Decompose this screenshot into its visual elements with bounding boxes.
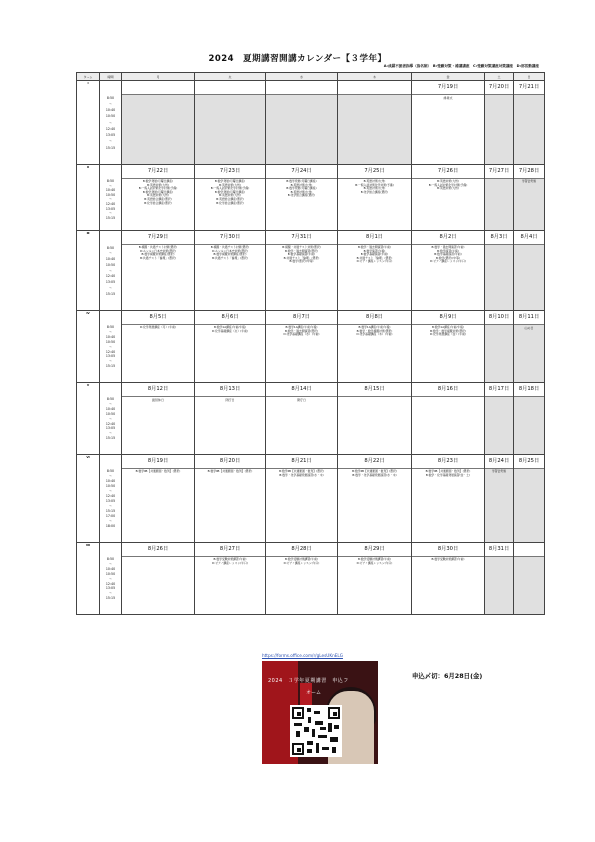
day-date: 8月9日 (412, 311, 484, 325)
day-date: 8月6日 (195, 311, 265, 325)
course-entry: B:数学受験対策講習(午前) (213, 557, 247, 561)
course-entry: B:数学受験対策講習(午前) (431, 557, 465, 561)
time-slot: 8:50 (106, 95, 115, 100)
day-date: 7月24日 (266, 165, 337, 179)
time-slot: 12:40 (105, 581, 116, 586)
calendar-table (76, 72, 545, 615)
day-date: 7月22日 (122, 165, 194, 179)
course-entry: B:一般入試対策化学対策(予備) (210, 186, 250, 191)
day-date: 7月20日 (485, 81, 513, 95)
day-date: 8月21日 (266, 455, 337, 469)
time-slot: ～ (108, 359, 113, 364)
day-date: 7月30日 (195, 231, 265, 245)
day-cell (338, 165, 412, 231)
time-slot: ～ (108, 268, 113, 273)
header-row (77, 73, 545, 81)
time-slot: 15:15 (105, 596, 116, 601)
day-date: 8月11日 (514, 311, 544, 325)
day-cell (412, 165, 485, 231)
header-8: 日 (514, 73, 545, 81)
course-entry: 学習会実施 (522, 179, 536, 183)
course-entry: B:共通テスト「倫理」(選択) (140, 255, 176, 260)
course-entry: B:数学(選択)(中等) (289, 259, 314, 264)
time-slot: 10:50 (105, 114, 116, 119)
day-date: 8月8日 (338, 311, 411, 325)
term-label: Ⅶ (77, 543, 100, 615)
time-slot: 12:40 (105, 201, 116, 206)
day-note: 閉庁日 (225, 398, 235, 402)
time-slot: 17:00 (105, 514, 116, 519)
time-slot: 10:50 (105, 571, 116, 576)
time-slot: ～ (108, 416, 113, 421)
course-entry: B:化学総合講座(選択) (216, 200, 244, 205)
course-entry: D:化学発展講座（月）(午前) (139, 325, 177, 329)
course-entry: B:英語対策(九州) (363, 179, 386, 183)
day-date (122, 81, 194, 95)
course-entry: D:化学基礎講座（火）(午前) (211, 328, 249, 333)
day-cell (485, 543, 514, 615)
time-slot: ～ (108, 197, 113, 202)
application-area (262, 653, 382, 764)
day-date: 7月28日 (514, 165, 544, 179)
day-date (514, 543, 544, 557)
time-slot: 13:05 (105, 499, 116, 504)
day-cell (514, 383, 545, 455)
application-poster (262, 661, 378, 764)
course-entry: B:数学・化学基礎発展演習(水・木) (279, 472, 324, 477)
week-row (77, 231, 545, 311)
course-entry: B:数学・化学基礎発展演習(水・木) (352, 472, 397, 477)
time-slot: 10:50 (105, 262, 116, 267)
course-entry: B:数学ⅡB【共通範囲・数列】(選択) (135, 469, 181, 473)
course-entry: B:数学基礎演習(午前) (287, 252, 316, 257)
day-date: 8月18日 (514, 383, 544, 397)
day-date: 7月23日 (195, 165, 265, 179)
week-row (77, 455, 545, 543)
day-cell (338, 383, 412, 455)
day-cell (485, 165, 514, 231)
day-note: 山の日 (524, 326, 534, 330)
course-entry: B:英語対策(九州) (147, 182, 169, 187)
day-cell (485, 81, 514, 165)
course-entry: B:英語対策(九州) (290, 189, 313, 194)
time-slot: ～ (108, 139, 113, 144)
course-entry: B:英語対策(九州) (290, 182, 313, 187)
day-date: 8月22日 (338, 455, 411, 469)
course-entry: B:数学発展(月曜日講座) (286, 186, 317, 191)
course-entry: B:化学総合講座(選択) (287, 193, 316, 198)
day-date: 8月2日 (412, 231, 484, 245)
poster-title: 2024 ３学年夏期講習 申込フ (268, 678, 349, 684)
course-entry: B:数学・過去問演習(選択) (284, 328, 318, 333)
day-cell (485, 231, 514, 311)
day-date: 8月17日 (485, 383, 513, 397)
day-cell (338, 81, 412, 165)
time-slot: ～ (108, 330, 113, 335)
header-4: 水 (266, 73, 338, 81)
day-cell (122, 543, 195, 615)
day-cell (195, 81, 266, 165)
day-date: 8月16日 (412, 383, 484, 397)
course-entry: B:英語対策(九州) (437, 186, 459, 191)
week-row (77, 543, 545, 615)
week-row (77, 165, 545, 231)
day-cell (514, 231, 545, 311)
day-date: 7月25日 (338, 165, 411, 179)
day-cell (122, 455, 195, 543)
time-slot: 15:15 (105, 145, 116, 150)
day-cell (514, 543, 545, 615)
time-slot: 8:50 (106, 397, 115, 402)
course-entry: B:数学演習(午後) (437, 248, 459, 253)
day-date: 8月5日 (122, 311, 194, 325)
time-slot: 8:50 (106, 557, 115, 562)
day-cell (195, 165, 266, 231)
course-entry: B:模擬・共通テスト対策(選択) (210, 245, 250, 249)
course-entry: D:ピアノ講座レッスン(午口) (212, 560, 248, 565)
course-entry: B:共通テスト「倫理」(選択) (212, 255, 248, 260)
day-cell (412, 231, 485, 311)
course-entry: B:数学受験対策講習(午前) (284, 557, 318, 561)
course-entry: B:模擬・共通テスト対策(選択) (138, 245, 178, 249)
time-slot: ～ (108, 183, 113, 188)
header-2: 月 (122, 73, 195, 81)
time-slot: 13:05 (105, 133, 116, 138)
course-entry: B:数学1A講座(午前/午後) (431, 325, 465, 329)
course-entry: B:数学ⅡB【共通範囲・数列】(選択) (279, 469, 324, 473)
deadline-notice: 申込〆切：6月28日(金) (412, 672, 483, 680)
header-0: ターム (77, 73, 100, 81)
day-cell (266, 455, 338, 543)
course-entry: 学習会実施 (492, 469, 506, 473)
time-slot: 15:15 (105, 291, 116, 296)
course-entry: B:数学ⅡB【共通範囲・数列】(選択) (352, 469, 397, 473)
time-slot: 10:40 (105, 479, 116, 484)
time-slot: 13:05 (105, 426, 116, 431)
time-slot: 8:50 (106, 325, 115, 330)
course-entry: B:数学・化学基礎発展演習(金・土) (425, 472, 471, 477)
time-slot: 13:05 (105, 206, 116, 211)
time-slot: ～ (108, 489, 113, 494)
time-slot: ～ (108, 519, 113, 524)
day-date: 7月21日 (514, 81, 544, 95)
course-entry: B:英語対策(九州) (437, 179, 459, 183)
time-slot: 18:00 (105, 524, 116, 529)
day-date: 8月26日 (122, 543, 194, 557)
day-cell (514, 455, 545, 543)
course-entry: B:数学基礎演習(午前) (434, 252, 462, 257)
time-slot: 12:40 (105, 349, 116, 354)
course-entry: B:化学総合講座(選択) (144, 200, 172, 205)
time-slot: 15:15 (105, 215, 116, 220)
day-note: 振替休日 (151, 398, 164, 402)
course-entry: B:一般入試対策化学対策(予備) (428, 182, 468, 187)
day-date: 8月20日 (195, 455, 265, 469)
course-entry: B:数学演習(午後) (363, 248, 386, 253)
course-entry: B:数学発展(月曜日講座) (286, 179, 317, 183)
day-date: 8月13日 (195, 383, 265, 397)
time-slot: 13:05 (105, 280, 116, 285)
course-entry: D:ピアノ講座レッスン(午口) (430, 259, 466, 264)
course-entry: B:数学(選択)(中等) (435, 255, 460, 260)
time-slot: 10:40 (105, 334, 116, 339)
day-cell (412, 455, 485, 543)
course-entry: B:英語対策(九州) (219, 193, 241, 198)
course-entry: B:数学発展(月曜日講座) (142, 189, 174, 194)
day-cell (412, 81, 485, 165)
time-slot: 10:50 (105, 339, 116, 344)
course-entry: D:化学基礎講座（水）(午前) (283, 332, 320, 337)
day-date: 8月4日 (514, 231, 544, 245)
course-entry: B:数学模擬対策講座(選択) (213, 252, 247, 257)
course-entry: D:ピアノ講座レッスン(午口) (283, 560, 320, 565)
header-1: 時間 (100, 73, 122, 81)
day-date: 8月23日 (412, 455, 484, 469)
course-entry: B:数学発展(月曜日講座) (214, 179, 246, 183)
time-slots (100, 383, 122, 455)
course-entry: B:数学ⅡB【共通範囲・数列】(選択) (425, 469, 471, 473)
header-6: 金 (412, 73, 485, 81)
day-date: 7月26日 (412, 165, 484, 179)
term-label: Ⅲ (77, 231, 100, 311)
day-cell (266, 311, 338, 383)
day-cell (485, 455, 514, 543)
time-slot: 15:15 (105, 436, 116, 441)
day-date: 8月24日 (485, 455, 513, 469)
day-cell (195, 311, 266, 383)
day-cell (412, 383, 485, 455)
time-slot: 8:50 (106, 469, 115, 474)
time-slot: 10:40 (105, 188, 116, 193)
course-legend: A:成績不振者指導（指名制） B:受験対策・補講講座 C:受験対策講座対策講座 D:部活動講座 (383, 64, 539, 68)
term-label: Ⅵ (77, 455, 100, 543)
time-slot: ～ (108, 474, 113, 479)
day-note: 終業式 (443, 96, 453, 100)
day-cell (514, 311, 545, 383)
page-title: 2024 夏期講習開講カレンダー【３学年】 (208, 54, 387, 64)
day-cell (122, 383, 195, 455)
day-date: 7月27日 (485, 165, 513, 179)
day-date: 8月3日 (485, 231, 513, 245)
course-entry: B:英語対策(九州) (219, 182, 241, 187)
day-date: 8月25日 (514, 455, 544, 469)
course-entry: D:ルンルン日本史対策(選択) (212, 248, 248, 253)
time-slot: ～ (108, 344, 113, 349)
day-date: 8月7日 (266, 311, 337, 325)
day-date: 8月27日 (195, 543, 265, 557)
week-row (77, 311, 545, 383)
time-slot: 8:50 (106, 245, 115, 250)
day-cell (122, 311, 195, 383)
course-entry: B:数学受験対策講習(午前) (357, 557, 391, 561)
course-entry: B:英語対策(九州) (147, 193, 169, 198)
course-entry: B:共通テスト「倫理」(選択) (356, 255, 393, 260)
day-cell (514, 81, 545, 165)
time-slot: ～ (108, 285, 113, 290)
course-entry: B:模擬・共通テスト対策(選択) (282, 245, 321, 249)
course-entry: B:英語総合講座(選択) (144, 196, 172, 201)
time-slot: 12:40 (105, 494, 116, 499)
day-cell (485, 383, 514, 455)
time-slot: ～ (108, 591, 113, 596)
day-date: 8月12日 (122, 383, 194, 397)
header-7: 土 (485, 73, 514, 81)
day-date (266, 81, 337, 95)
course-entry: D:化学基礎講座（木）(午前) (356, 332, 393, 337)
course-entry: D:ルンルン日本史対策(選択) (140, 248, 176, 253)
day-cell (195, 383, 266, 455)
day-cell (266, 165, 338, 231)
course-entry: B:数学1A講座(午前/午後) (358, 325, 391, 329)
application-form-link[interactable]: https://forms.office.com/r/gLesUKnELG (262, 653, 343, 658)
day-date (195, 81, 265, 95)
term-label: Ⅰ (77, 81, 100, 165)
course-entry: B:数学模擬対策講座(選択) (141, 252, 175, 257)
day-date: 8月10日 (485, 311, 513, 325)
course-entry: B:数学発展(月曜日講座) (214, 189, 246, 194)
qr-code[interactable] (290, 705, 342, 757)
time-slot: ～ (108, 504, 113, 509)
course-entry: B:一般入試対策化学対策(予備) (138, 186, 178, 191)
course-entry: B:数学・過去問演習(午前) (357, 245, 391, 249)
time-slots (100, 455, 122, 543)
day-date: 7月19日 (412, 81, 484, 95)
course-entry: B:数学ⅡB【共通範囲・数列】(選択) (207, 469, 253, 473)
day-date: 8月19日 (122, 455, 194, 469)
course-entry: B:化学総合講座(選択) (360, 189, 389, 194)
day-cell (122, 165, 195, 231)
time-slot: 15:15 (105, 509, 116, 514)
time-slot: 10:50 (105, 411, 116, 416)
course-entry: B:数学・数学模擬対策(選択) (356, 328, 393, 333)
day-cell (485, 311, 514, 383)
time-slot: ～ (108, 431, 113, 436)
day-cell (338, 311, 412, 383)
day-cell (266, 383, 338, 455)
time-slot: ～ (108, 576, 113, 581)
time-slot: ～ (108, 562, 113, 567)
course-entry: B:数学・数学模擬対策(選択) (430, 328, 466, 333)
day-note: 閉庁日 (296, 398, 306, 402)
time-slot: ～ (108, 402, 113, 407)
time-slots (100, 543, 122, 615)
day-date: 8月28日 (266, 543, 337, 557)
day-cell (195, 455, 266, 543)
time-slot: ～ (108, 251, 113, 256)
time-slot: ～ (108, 120, 113, 125)
time-slot: 13:05 (105, 354, 116, 359)
term-label: Ⅳ (77, 311, 100, 383)
time-slot: 8:50 (106, 179, 115, 183)
day-date: 7月31日 (266, 231, 337, 245)
day-date: 7月29日 (122, 231, 194, 245)
time-slot: 10:40 (105, 566, 116, 571)
time-slot: 12:40 (105, 421, 116, 426)
week-row (77, 383, 545, 455)
time-slots (100, 81, 122, 165)
course-entry: B:英語対策(九州) (363, 186, 386, 191)
time-slot: ～ (108, 102, 113, 107)
day-date: 8月1日 (338, 231, 411, 245)
time-slot: 10:40 (105, 108, 116, 113)
time-slot: 12:40 (105, 274, 116, 279)
time-slot: 10:40 (105, 257, 116, 262)
course-entry: B:英語総合講座(選択) (216, 196, 244, 201)
time-slot: 15:15 (105, 364, 116, 369)
term-label: Ⅴ (77, 383, 100, 455)
day-cell (195, 543, 266, 615)
course-entry: B:数学・過去問演習(午前) (431, 245, 465, 249)
course-entry: B:数学1A講座(午前/午後) (285, 325, 318, 329)
course-entry: D:化学発展講座（金）(午前) (429, 332, 467, 337)
course-entry: B:数学発展(月曜日講座) (142, 179, 174, 183)
time-slots (100, 311, 122, 383)
poster-subtitle: オーム (306, 690, 322, 696)
day-cell (412, 311, 485, 383)
day-cell (266, 231, 338, 311)
day-cell (266, 543, 338, 615)
course-entry: B:一般入試対策化学対策(予備) (355, 182, 394, 187)
day-cell (266, 81, 338, 165)
day-date (338, 81, 411, 95)
course-entry: B:共通テスト「倫理」(選択) (283, 255, 320, 260)
day-cell (412, 543, 485, 615)
course-entry: B:数学基礎演習(午前) (360, 252, 389, 257)
term-label: Ⅱ (77, 165, 100, 231)
time-slots (100, 165, 122, 231)
time-slot: ～ (108, 211, 113, 216)
day-date: 8月29日 (338, 543, 411, 557)
header-5: 木 (338, 73, 412, 81)
day-date: 8月31日 (485, 543, 513, 557)
time-slot: 10:50 (105, 484, 116, 489)
day-cell (122, 81, 195, 165)
day-cell (338, 231, 412, 311)
course-entry: D:ピアノ講座レッスン(午口) (356, 560, 393, 565)
day-cell (338, 543, 412, 615)
time-slots (100, 231, 122, 311)
time-slot: 12:40 (105, 126, 116, 131)
course-entry: B:数学・過去問演習(選択) (284, 248, 318, 253)
week-row (77, 81, 545, 165)
day-date: 8月30日 (412, 543, 484, 557)
day-cell (514, 165, 545, 231)
course-entry: D:ピアノ講座レッスン(午口) (356, 259, 393, 264)
time-slot: 10:50 (105, 192, 116, 197)
day-cell (195, 231, 266, 311)
day-date: 8月15日 (338, 383, 411, 397)
day-cell (122, 231, 195, 311)
day-date: 8月14日 (266, 383, 337, 397)
course-entry: B:数学1A講座(午前/午後) (213, 325, 247, 329)
time-slot: 10:40 (105, 406, 116, 411)
time-slot: 13:05 (105, 586, 116, 591)
header-3: 火 (195, 73, 266, 81)
day-cell (338, 455, 412, 543)
